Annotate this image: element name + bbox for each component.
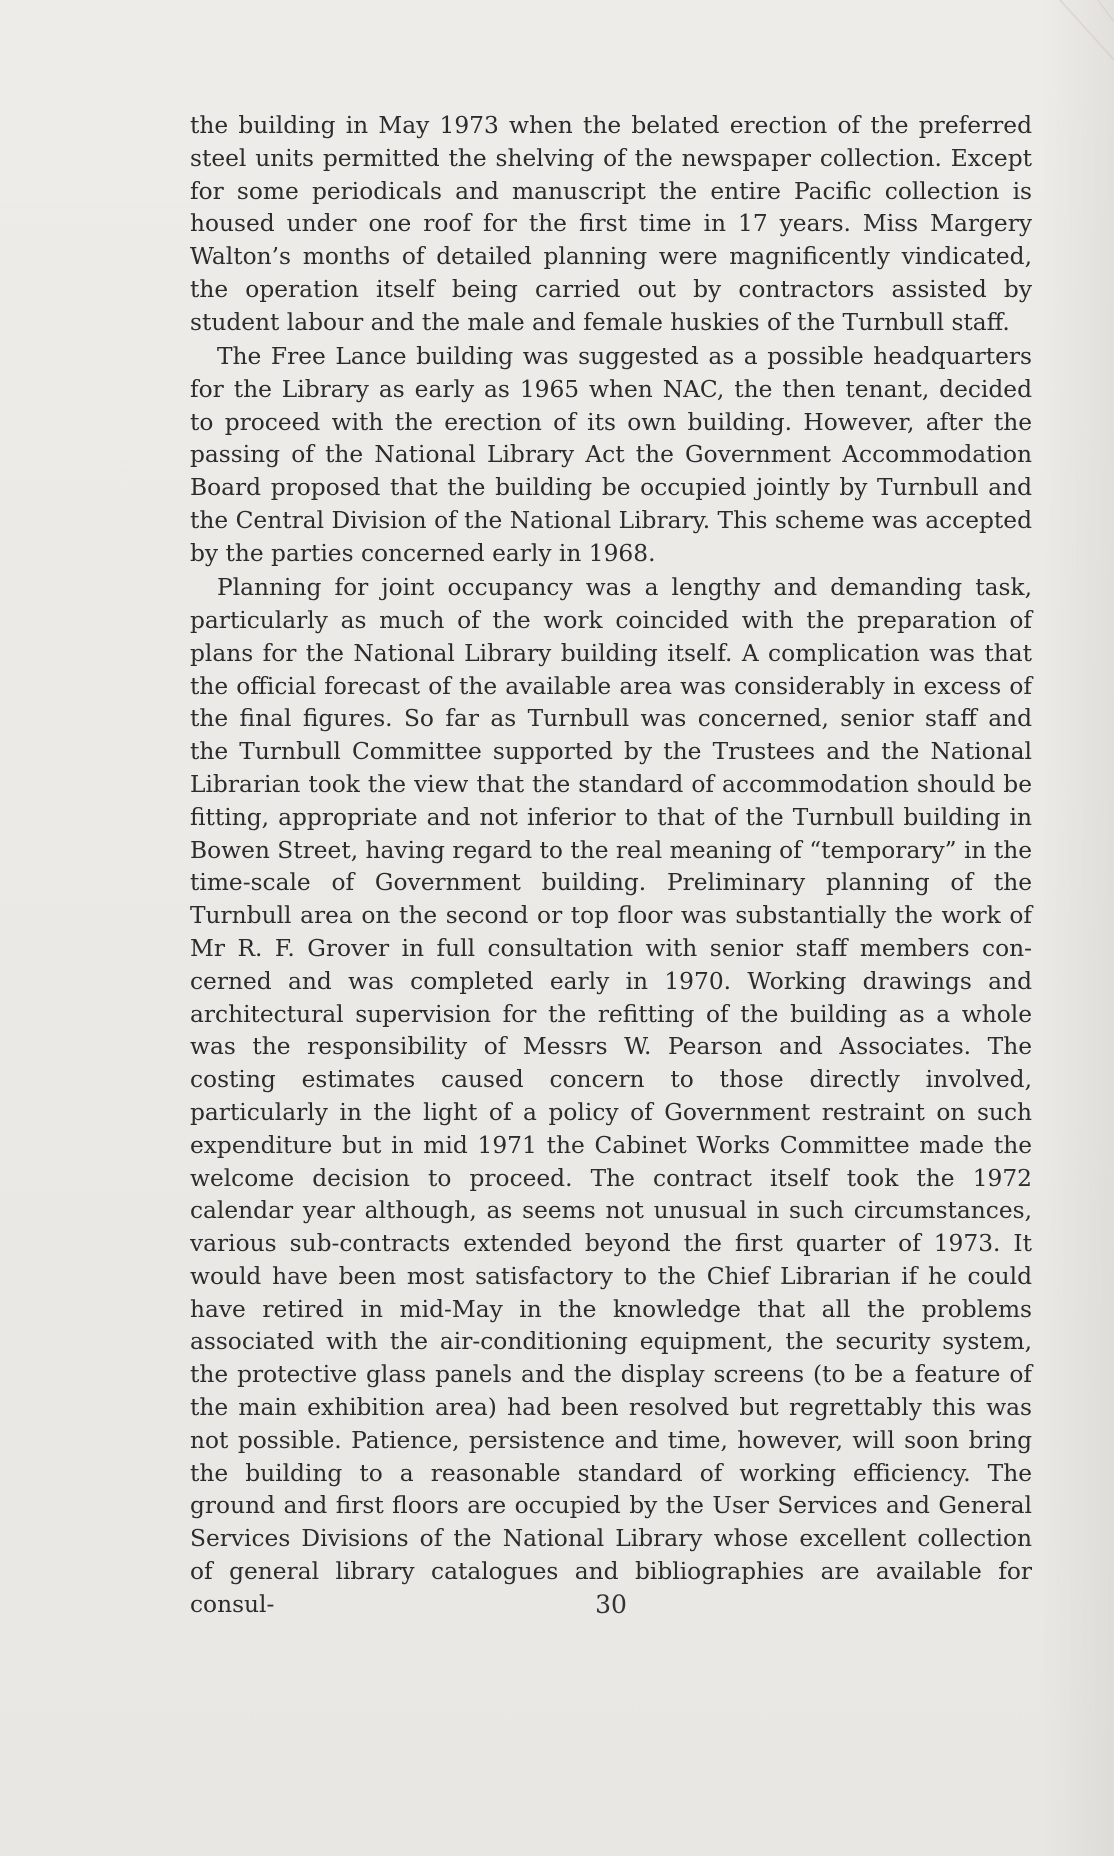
paragraph-3: Planning for joint occupancy was a lengthy and demanding task, particularly as much of the work coincided with the preparation of plans for the National Library building itself. A complication was that the official forecast of the available area was considerably in excess of the final figures. So far as Turnbull was concerned, senior staff and the Turnbull Committee supported by the Trustees and the National Librarian took the view that the standard of accommodation should be fitting, appropriate and not inferior to that of the Turnbull building in Bowen Street, having regard to the real meaning of “temporary” in the time-scale of Government building. Preliminary planning of the Turnbull area on the second or top floor was substantially the work of Mr R. F. Grover in full consultation with senior staff members concerned and was completed early in 1970. Working drawings and architectural supervision for the refitting of the building as a whole was the responsibility of Messrs W. Pearson and Associates. The costing estimates caused concern to those directly involved, particularly in the light of a policy of Government restraint on such expenditure but in mid 1971 the Cabinet Works Committee made the welcome decision to proceed. The contract itself took the 1972 calendar year although, as seems not unusual in such circumstances, various sub-contracts extended beyond the first quarter of 1973. It would have been most satisfactory to the Chief Librarian if he could have retired in mid-May in the knowledge that all the problems associated with the air-conditioning equipment, the security system, the protective glass panels and the display screens (to be a feature of the main exhibition area) had been resolved but regrettably this was not possible. Patience, persistence and time, however, will soon bring the building to a reasonable standard of working efficiency. The ground and first floors are occupied by the User Services and General Services Divisions of the National Library whose excellent collection of general library catalogues and bibliographies are available for consul- <box>190 574 1032 1618</box>
paragraph-1: the building in May 1973 when the belated erection of the preferred steel units permitted the shelving of the newspaper collection. Except for some periodicals and manuscript the entire Pacific collection is housed under one roof for the first time in 17 years. Miss Margery Walton’s months of detailed planning were magnificently vindicated, the operation itself being carried out by contractors assisted by student labour and the male and female huskies of the Turnbull staff. <box>190 112 1032 336</box>
page-number: 30 <box>595 1590 627 1619</box>
body-text <box>190 110 1032 1623</box>
paragraph-2: The Free Lance building was suggested as a possible headquarters for the Library as early as 1965 when NAC, the then tenant, decided to proceed with the erection of its own building. However, after the passing of the National Library Act the Government Accommodation Board proposed that the building be occupied jointly by Turnbull and the Central Division of the National Library. This scheme was accepted by the parties concerned early in 1968. <box>190 343 1032 567</box>
